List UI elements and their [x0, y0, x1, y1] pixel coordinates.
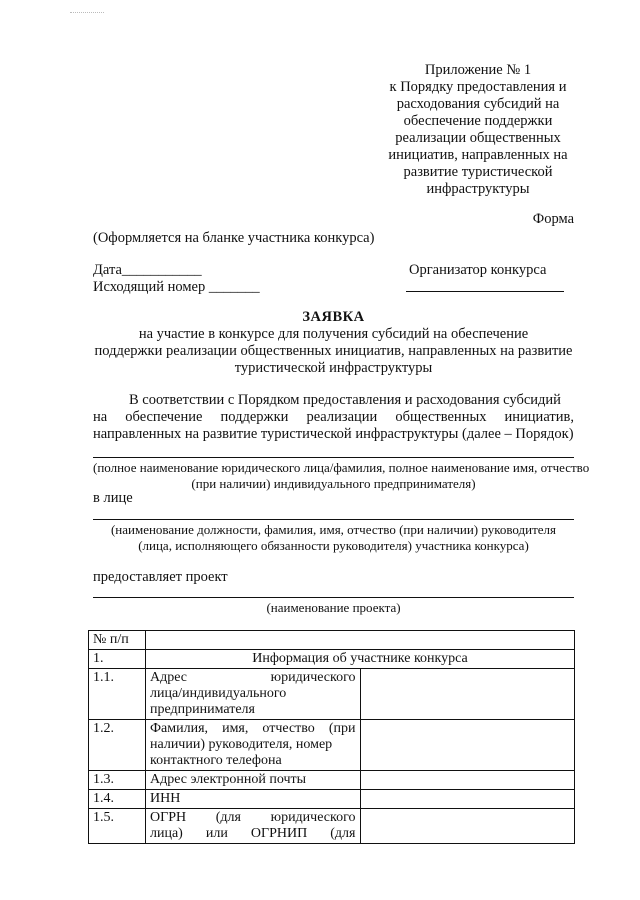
caption-line: (полное наименование юридического лица/фамилия, полное наименование имя, отчество [93, 460, 590, 475]
subtitle-line: на участие в конкурсе для получения субсидий на обеспечение [138, 326, 529, 342]
table-section-row [89, 650, 575, 669]
row-value-cell[interactable] [360, 809, 575, 844]
section-num: 1. [89, 650, 146, 669]
paragraph-word: на [93, 409, 108, 425]
row-num: 1.3. [89, 771, 146, 790]
subtitle-line: поддержки реализации общественных инициатив, направленных на развитие [94, 343, 573, 359]
blank-note: (Оформляется на бланке участника конкурса) [93, 230, 375, 246]
date-field [93, 262, 202, 279]
appendix-line: инфраструктуры [426, 181, 530, 197]
outgoing-label: Исходящий номер [93, 279, 206, 295]
paragraph-word: реализации [306, 409, 378, 425]
row-label [146, 809, 361, 844]
row-value-cell[interactable] [360, 771, 575, 790]
row-label-word: или [205, 826, 228, 841]
organizer-label: Организатор конкурса [409, 262, 547, 278]
scan-artifact [70, 12, 104, 15]
position-fill-line[interactable] [93, 519, 574, 520]
row-label-word: (для [330, 826, 356, 841]
row-label-word: Фамилия, [150, 721, 209, 736]
row-label-word: юридического [270, 810, 356, 825]
subtitle-line: туристической инфраструктуры [234, 360, 433, 376]
caption-line: (наименование проекта) [266, 600, 401, 615]
row-label [146, 669, 361, 720]
row-label: ИНН [146, 790, 361, 809]
row-label-word: ОГРНИП [250, 826, 308, 841]
date-label: Дата [93, 262, 122, 278]
appendix-line: обеспечение поддержки [403, 113, 553, 129]
appendix-line: Приложение № 1 [424, 62, 532, 78]
appendix-line: расходования субсидий на [396, 96, 560, 112]
row-label-word: лица) [150, 826, 183, 841]
document-subtitle [93, 326, 574, 377]
caption-line: (при наличии) индивидуального предпринимателя) [191, 476, 476, 491]
table-row [89, 669, 575, 720]
paragraph-word: обеспечение [125, 409, 203, 425]
section-title: Информация об участнике конкурса [146, 650, 575, 669]
paragraph-line: направленных на развитие туристической инфраструктуры (далее – Порядок) [93, 426, 574, 442]
row-num: 1.2. [89, 720, 146, 771]
row-label-line: лица/индивидуального [150, 686, 287, 701]
form-label: Форма [532, 211, 574, 227]
row-label-word: (для [215, 810, 241, 825]
row-label-word: отчество [262, 721, 315, 736]
paragraph-line: В соответствии с Порядком предоставления и расходования субсидий [129, 392, 561, 408]
legal-name-fill-line[interactable] [93, 457, 574, 458]
table-header-num: № п/п [89, 631, 146, 650]
row-num: 1.5. [89, 809, 146, 844]
row-label-line: контактного телефона [150, 753, 282, 768]
paragraph-word: общественных [395, 409, 487, 425]
table-header-row [89, 631, 575, 650]
paragraph-word: поддержки [220, 409, 289, 425]
appendix-line: к Порядку предоставления и [389, 79, 567, 95]
table-row [89, 809, 575, 844]
document-title: ЗАЯВКА [302, 309, 365, 325]
date-blank: ___________ [121, 262, 202, 278]
participant-info-table [88, 630, 575, 844]
legal-name-caption [93, 460, 590, 492]
appendix-line: инициатив, направленных на [388, 147, 568, 163]
outgoing-blank: _______ [208, 279, 260, 295]
row-label-word: юридического [270, 670, 356, 685]
row-value-cell[interactable] [360, 720, 575, 771]
row-value-cell[interactable] [360, 790, 575, 809]
appendix-line: реализации общественных [395, 130, 561, 146]
row-label-line [150, 810, 356, 826]
in-person-label: в лице [93, 490, 133, 506]
appendix-block [380, 62, 576, 198]
project-fill-line[interactable] [93, 597, 574, 598]
project-caption [93, 600, 574, 616]
row-label [146, 720, 361, 771]
row-label-word: имя, [222, 721, 249, 736]
position-caption [93, 522, 574, 554]
row-label-word: ОГРН [150, 810, 187, 825]
paragraph-line-justified [93, 409, 574, 426]
table-row [89, 790, 575, 809]
row-label-line [150, 670, 356, 686]
table-header-empty [146, 631, 575, 650]
paragraph-word: инициатив, [504, 409, 574, 425]
row-label-line [150, 826, 356, 842]
row-label: Адрес электронной почты [146, 771, 361, 790]
row-label-line [150, 721, 356, 737]
outgoing-number-field [93, 279, 260, 296]
table-row [89, 720, 575, 771]
provides-project-label: предоставляет проект [93, 569, 228, 585]
table-row [89, 771, 575, 790]
row-label-word: Адрес [150, 670, 188, 685]
row-label-word: (при [328, 721, 356, 736]
row-value-cell[interactable] [360, 669, 575, 720]
caption-line: (лица, исполняющего обязанности руководителя) участника конкурса) [138, 538, 529, 553]
row-num: 1.4. [89, 790, 146, 809]
caption-line: (наименование должности, фамилия, имя, отчество (при наличии) руководителя [110, 522, 557, 537]
row-label-line: наличии) руководителя, номер [150, 737, 333, 752]
appendix-line: развитие туристической [403, 164, 553, 180]
organizer-signature-line [406, 291, 564, 292]
row-label-line: предпринимателя [150, 702, 255, 717]
row-num: 1.1. [89, 669, 146, 720]
intro-paragraph [93, 392, 574, 443]
